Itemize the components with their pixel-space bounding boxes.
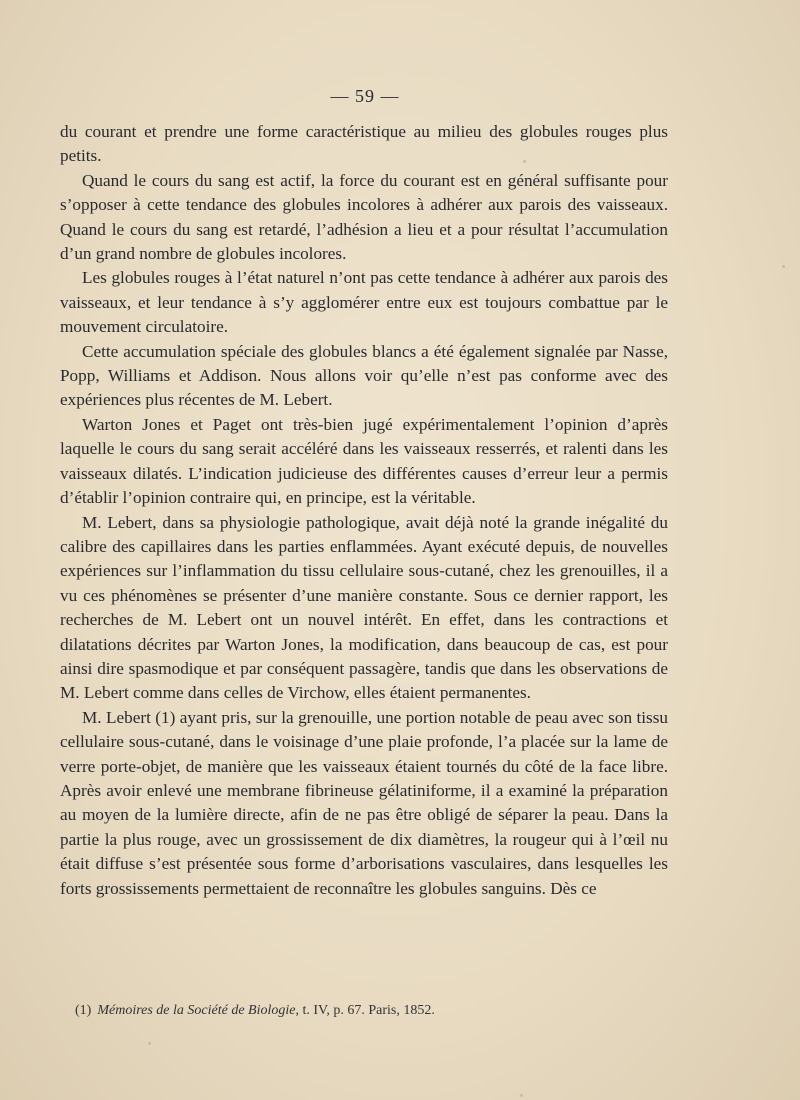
paper-speck: [523, 160, 526, 163]
paper-speck: [148, 1042, 151, 1045]
paragraph: Warton Jones et Paget ont très-bien jugé expérimentalement l’opinion d’après laquelle le cours du sang serait accéléré dans les vaisseaux resserrés, et ralenti dans les vaisseaux dilatés. L’indication judicieuse des différentes causes d’erreur leur a permis d’établir l’opinion contraire qui, en principe, est la véritable.: [60, 414, 668, 508]
footnote: [75, 1002, 675, 1020]
body-text: [60, 120, 668, 901]
paragraph: du courant et prendre une forme caractéristique au milieu des globules rouges plus petits.: [60, 122, 668, 166]
paragraph: M. Lebert (1) ayant pris, sur la grenouille, une portion notable de peau avec son tissu cellulaire sous-cutané, dans le voisinage d’une plaie profonde, l’a placée sur la lame de verre porte-objet, de manière que les vaisseaux étaient tournés du côté de la face libre. Après avoir enlevé une membrane fibrineuse gélatiniforme, il a examiné la préparation au moyen de la lumière directe, afin de ne pas être obligé de séparer la peau. Dans la partie la plus rouge, avec un grossissement de dix diamètres, la rougeur qui à l’œil nu était diffuse s’est présentée sous forme d’arborisations vasculaires, dans lesquelles les forts grossissements permettaient de reconnaître les globules sanguins. Dès ce: [60, 707, 668, 898]
page-number: — 59 —: [330, 86, 400, 106]
paper-speck: [782, 265, 785, 268]
footnote-citation: , t. IV, p. 67. Paris, 1852.: [295, 1003, 435, 1018]
footnote-source-title: Mémoires de la Société de Biologie: [97, 1003, 296, 1018]
paragraph: Les globules rouges à l’état naturel n’ont pas cette tendance à adhérer aux parois des vaisseaux, et leur tendance à s’y agglomérer entre eux est toujours combattue par le mouvement circulatoire.: [60, 268, 668, 337]
paragraph: M. Lebert, dans sa physiologie pathologique, avait déjà noté la grande inégalité du calibre des capillaires dans les parties enflammées. Ayant exécuté depuis, de nouvelles expériences sur l’inflammation du tissu cellulaire sous-cutané, chez les grenouilles, il a vu ces phénomènes se présenter d’une manière constante. Sous ce dernier rapport, les recherches de M. Lebert ont un nouvel intérêt. En effet, dans les contractions et dilatations décrites par Warton Jones, la modification, dans beaucoup de cas, est pour ainsi dire spasmodique et par conséquent passagère, tandis que dans les observations de M. Lebert comme dans celles de Virchow, elles étaient permanentes.: [60, 512, 668, 703]
paper-speck: [520, 1094, 523, 1097]
paragraph: Cette accumulation spéciale des globules blancs a été également signalée par Nasse, Popp, Williams et Addison. Nous allons voir qu’elle n’est pas conforme avec des expériences plus récentes de M. Lebert.: [60, 341, 668, 410]
paragraph: Quand le cours du sang est actif, la force du courant est en général suffisante pour s’opposer à cette tendance des globules incolores à adhérer aux parois des vaisseaux. Quand le cours du sang est retardé, l’adhésion a lieu et a pour résultat l’accumulation d’un grand nombre de globules incolores.: [60, 170, 668, 264]
footnote-marker: (1): [75, 1003, 92, 1018]
